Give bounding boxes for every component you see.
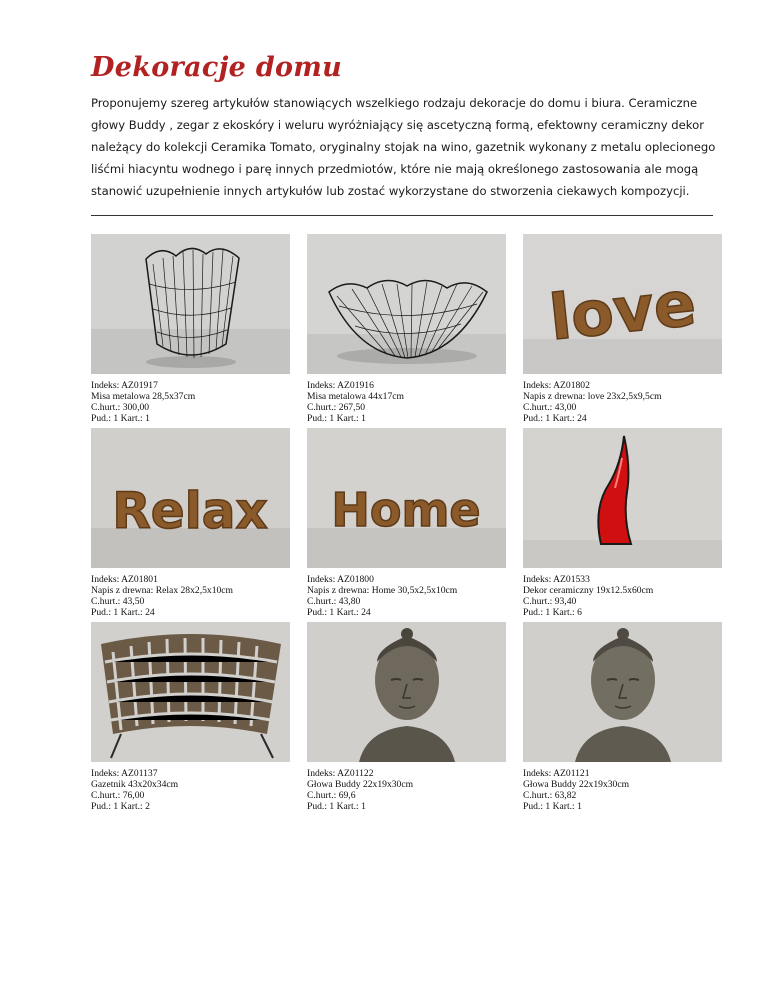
product-pack: Pud.: 1 Kart.: 24	[523, 413, 587, 424]
product-pack: Pud.: 1 Kart.: 1	[307, 413, 366, 424]
product-pack: Pud.: 1 Kart.: 2	[91, 801, 150, 812]
product-card	[523, 622, 723, 812]
product-name: Dekor ceramiczny 19x12.5x60cm	[523, 585, 654, 596]
product-name: Głowa Buddy 22x19x30cm	[307, 779, 414, 790]
photo-word-relax: Relax	[112, 482, 268, 540]
product-price: C.hurt.: 93,40	[523, 596, 577, 607]
photo-word-love: love	[546, 266, 700, 355]
page-title: Dekoracje domu	[91, 52, 343, 83]
product-caption	[91, 768, 291, 812]
product-caption	[523, 768, 723, 812]
photo-word-home: Home	[331, 483, 481, 537]
wood-word-home-photo	[307, 428, 506, 568]
wire-bowl-tall-photo	[91, 234, 290, 374]
product-caption	[307, 574, 507, 618]
product-caption	[91, 380, 291, 424]
wood-word-relax-photo	[91, 428, 290, 568]
product-index: Indeks: AZ01916	[307, 380, 374, 391]
product-caption	[91, 574, 291, 618]
wood-word-love-photo	[523, 234, 722, 374]
product-pack: Pud.: 1 Kart.: 1	[91, 413, 150, 424]
woven-magazine-rack-photo	[91, 622, 290, 762]
product-card	[307, 428, 507, 618]
product-card	[307, 234, 507, 424]
intro-paragraph: Proponujemy szereg artykułów stanowiących wszelkiego rodzaju dekoracje do domu i biura. Ceramiczne głowy Buddy , zegar z ekoskóry i weluru wyróżniający się ascetyczną formą, efektowny ceramiczny dekor należący do kolekcji Ceramika Tomato, oryginalny stojak na wino, gazetnik wykonany z metalu oplecionego liśćmi hiacyntu wodnego i parę innych przedmiotów, które nie mają określonego zastosowania ale mogą stanowić uzupełnienie innych artykułów lub zostać wykorzystane do stworzenia ciekawych kompozycji.	[91, 96, 716, 198]
product-caption	[523, 574, 723, 618]
wire-bowl-wide-photo	[307, 234, 506, 374]
product-pack: Pud.: 1 Kart.: 1	[307, 801, 366, 812]
buddha-head-photo	[307, 622, 506, 762]
product-caption	[307, 768, 507, 812]
product-name: Napis z drewna: Relax 28x2,5x10cm	[91, 585, 234, 596]
product-price: C.hurt.: 300,00	[91, 402, 150, 413]
product-index: Indeks: AZ01800	[307, 574, 374, 585]
product-card	[91, 622, 291, 812]
product-name: Głowa Buddy 22x19x30cm	[523, 779, 630, 790]
buddha-head-photo	[523, 622, 722, 762]
product-card	[91, 234, 291, 424]
product-card	[307, 622, 507, 812]
product-pack: Pud.: 1 Kart.: 6	[523, 607, 582, 618]
product-index: Indeks: AZ01917	[91, 380, 158, 391]
product-index: Indeks: AZ01137	[91, 768, 158, 779]
product-pack: Pud.: 1 Kart.: 24	[307, 607, 371, 618]
product-index: Indeks: AZ01533	[523, 574, 590, 585]
product-price: C.hurt.: 267,50	[307, 402, 366, 413]
product-card	[523, 234, 723, 424]
product-price: C.hurt.: 69,6	[307, 790, 356, 801]
divider	[91, 215, 713, 216]
product-index: Indeks: AZ01122	[307, 768, 374, 779]
product-index: Indeks: AZ01802	[523, 380, 590, 391]
product-caption	[307, 380, 507, 424]
product-pack: Pud.: 1 Kart.: 24	[91, 607, 155, 618]
red-ceramic-flame-photo	[523, 428, 722, 568]
product-price: C.hurt.: 43,80	[307, 596, 361, 607]
product-name: Napis z drewna: Home 30,5x2,5x10cm	[307, 585, 458, 596]
product-card	[91, 428, 291, 618]
product-name: Napis z drewna: love 23x2,5x9,5cm	[523, 391, 662, 402]
product-caption	[523, 380, 723, 424]
product-name: Misa metalowa 28,5x37cm	[91, 391, 196, 402]
product-index: Indeks: AZ01121	[523, 768, 590, 779]
product-name: Misa metalowa 44x17cm	[307, 391, 404, 402]
product-price: C.hurt.: 63,82	[523, 790, 577, 801]
product-price: C.hurt.: 76,00	[91, 790, 145, 801]
product-price: C.hurt.: 43,50	[91, 596, 145, 607]
product-card	[523, 428, 723, 618]
product-price: C.hurt.: 43,00	[523, 402, 577, 413]
product-pack: Pud.: 1 Kart.: 1	[523, 801, 582, 812]
product-name: Gazetnik 43x20x34cm	[91, 779, 179, 790]
product-index: Indeks: AZ01801	[91, 574, 158, 585]
